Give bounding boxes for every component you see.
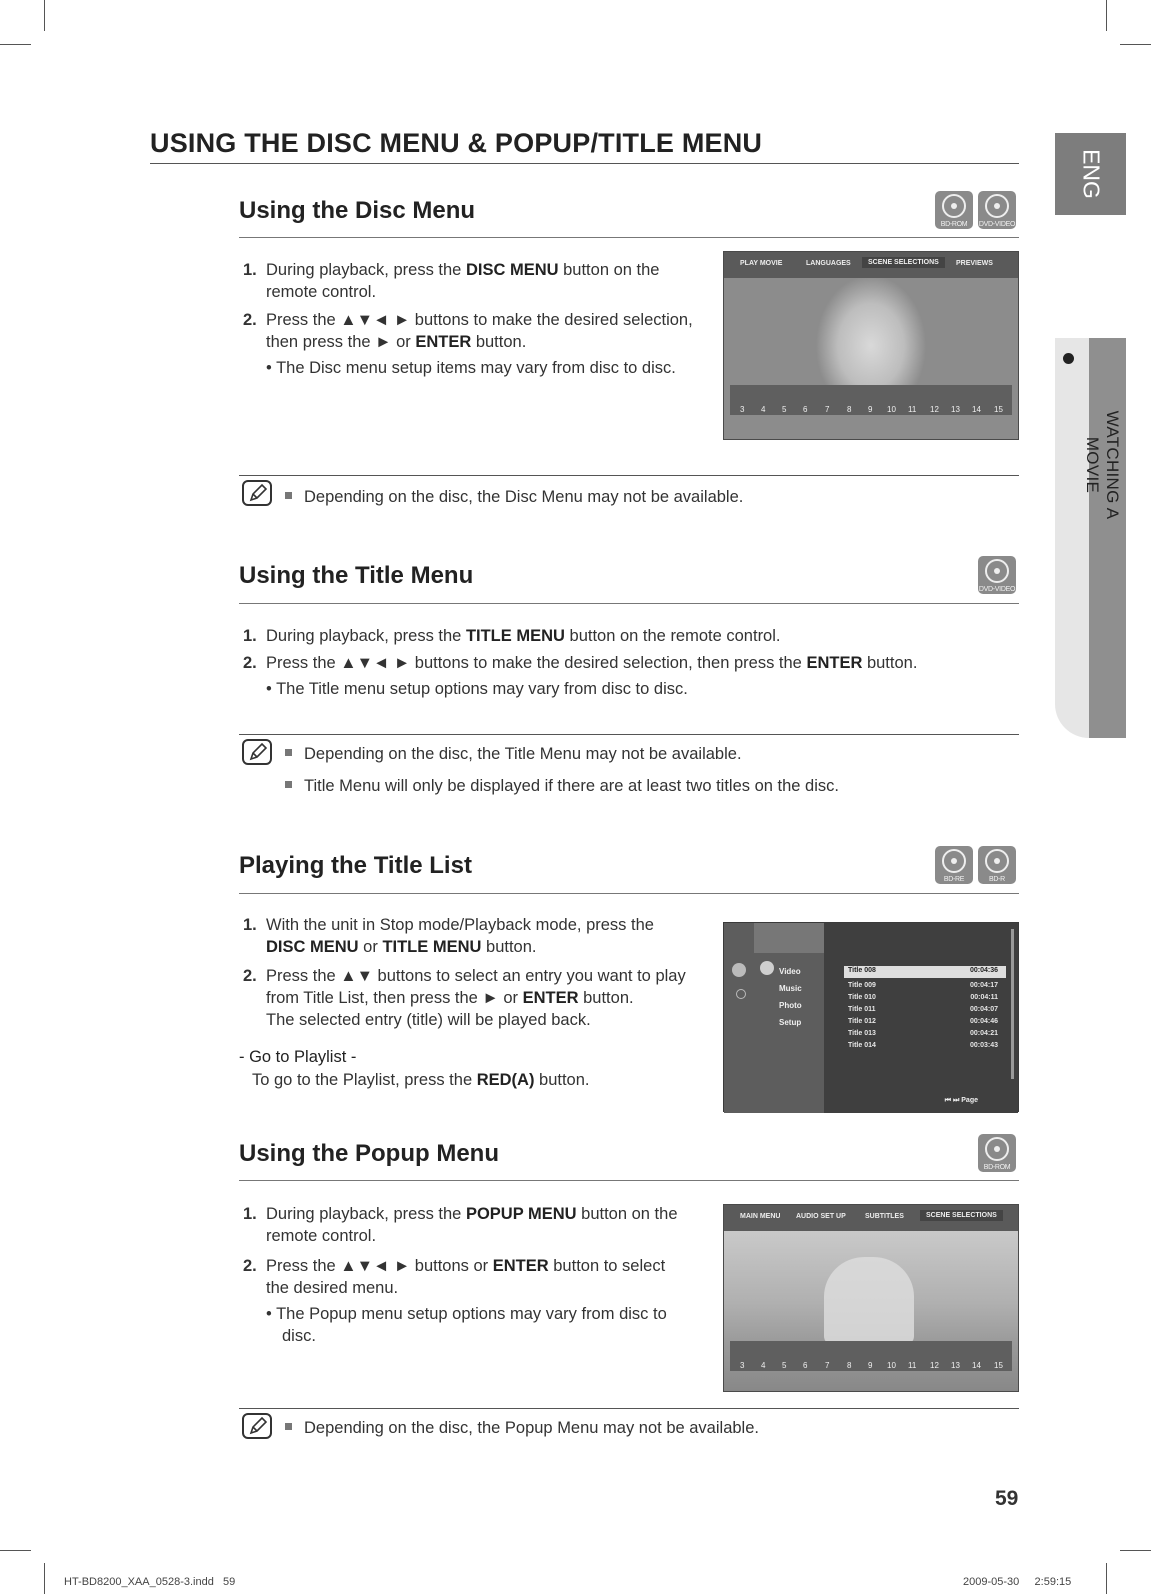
- popup-menu-screenshot: [723, 1204, 1019, 1392]
- badge-label: DVD-VIDEO: [978, 221, 1016, 228]
- keyword: POPUP MENU: [465, 1205, 577, 1223]
- note-text-content: Depending on the disc, the Popup Menu may not be available.: [304, 1419, 759, 1437]
- list-scrollbar: [1011, 929, 1014, 1079]
- step-line: [266, 1257, 665, 1275]
- crop-mark: [44, 1563, 45, 1594]
- step-text: [266, 914, 706, 958]
- title-duration: 00:04:17: [969, 982, 998, 989]
- scene-number: 3: [740, 1361, 745, 1370]
- step-line: Press the ▲▼◄ ► buttons to make the desired selection,: [266, 311, 693, 329]
- title-row: [844, 981, 1006, 993]
- scene-number: 15: [994, 405, 1003, 414]
- screen-menu-item-active: SCENE SELECTIONS: [862, 257, 945, 268]
- film-reel-icon: [760, 961, 774, 975]
- step-number: 2.: [243, 1257, 257, 1275]
- step-text-suffix: button to select: [548, 1257, 666, 1275]
- scene-number: 11: [908, 405, 917, 414]
- scene-number: 4: [761, 405, 766, 414]
- section-divider: [239, 1180, 1019, 1181]
- scene-number: 8: [847, 405, 852, 414]
- globe-icon: [736, 989, 746, 999]
- step-line: then press the ► or ENTER button.: [266, 333, 527, 351]
- square-bullet-icon: [285, 781, 292, 788]
- bd-re-badge-icon: [935, 846, 973, 884]
- step-text: [266, 309, 716, 353]
- keyword: DISC MENU: [266, 938, 359, 956]
- scene-number: 3: [740, 405, 745, 414]
- step-2: [243, 309, 713, 357]
- dvd-video-badge-icon: [978, 556, 1016, 594]
- step-text: button.: [481, 938, 537, 956]
- step-line: During playback, press the DISC MENU button on the: [266, 261, 660, 279]
- screen-menu-item: SUBTITLES: [865, 1213, 904, 1220]
- step-text: [266, 1255, 706, 1299]
- crop-mark: [0, 1550, 31, 1551]
- playlist-text-suffix: button.: [534, 1071, 590, 1089]
- crop-mark: [0, 44, 31, 45]
- step-line: remote control.: [266, 283, 377, 301]
- disc-menu-screenshot: [723, 251, 1019, 440]
- note-divider: [239, 475, 1019, 476]
- step-text-prefix: Press the ▲▼◄ ► buttons to make the desired selection, then press the: [266, 654, 807, 672]
- bullet-note: • The Disc menu setup items may vary from disc to disc.: [266, 359, 676, 377]
- title-duration: 00:04:11: [970, 994, 998, 1001]
- step-number: 2.: [243, 311, 257, 329]
- section-divider: [239, 603, 1019, 604]
- bullet-note: [266, 1303, 706, 1347]
- scene-number: 4: [761, 1361, 766, 1370]
- sidebar-header: [754, 923, 824, 953]
- crop-mark: [1106, 1563, 1107, 1594]
- step-text-suffix: button on the: [576, 1205, 678, 1223]
- note-divider: [239, 734, 1019, 735]
- note-text-content: Depending on the disc, the Disc Menu may not be available.: [304, 488, 744, 506]
- section-divider: [239, 237, 1019, 238]
- step-text: [266, 259, 706, 303]
- scene-number: 10: [887, 1361, 896, 1370]
- bd-rom-badge-icon: [935, 191, 973, 229]
- crop-mark: [1120, 1550, 1151, 1551]
- step-line: [266, 938, 536, 956]
- note-text: [285, 488, 743, 507]
- note-text: [285, 1419, 759, 1438]
- skip-icon: ⏮ ⏭: [944, 1097, 962, 1104]
- step-text: [266, 625, 781, 647]
- keyword: ENTER: [415, 333, 472, 351]
- title-duration: 00:04:07: [969, 1006, 998, 1013]
- step-text: [266, 965, 706, 1031]
- scene-number: 5: [782, 1361, 787, 1370]
- note-pencil-icon: [242, 1413, 272, 1439]
- square-bullet-icon: [285, 492, 292, 499]
- figure-silhouette: [824, 1257, 914, 1345]
- badge-label: BD-RE: [943, 876, 965, 883]
- category-sidebar: [724, 923, 824, 1113]
- note-pencil-icon: [242, 480, 272, 506]
- chapter-dot-icon: [1063, 353, 1074, 364]
- footer-file-name: HT-BD8200_XAA_0528-3.indd 59: [64, 1576, 236, 1588]
- step-line: remote control.: [266, 1227, 377, 1245]
- step-text-suffix: button on the remote control.: [564, 627, 781, 645]
- section-heading-popup-menu: Using the Popup Menu: [239, 1140, 499, 1167]
- crop-mark: [1120, 44, 1151, 45]
- screen-menu-item: AUDIO SET UP: [796, 1213, 846, 1220]
- crop-mark: [44, 0, 45, 31]
- title-name: Title 008: [848, 967, 876, 974]
- step-text: [266, 652, 917, 674]
- scene-number: 5: [782, 405, 787, 414]
- step-number: 1.: [243, 916, 257, 934]
- scene-number: 6: [803, 1361, 808, 1370]
- step-1: [243, 914, 703, 962]
- step-2: [243, 652, 1003, 676]
- note-text-content: Depending on the disc, the Title Menu may not be available.: [304, 745, 742, 763]
- title-row: [844, 1041, 1006, 1053]
- scene-number: 11: [908, 1361, 917, 1370]
- screen-menu-item: LANGUAGES: [806, 260, 851, 267]
- step-text-prefix: During playback, press the: [266, 627, 466, 645]
- step-number: 2.: [243, 654, 257, 672]
- title-duration: 00:04:21: [969, 1030, 998, 1037]
- step-text: or: [358, 938, 383, 956]
- scene-number: 10: [887, 405, 896, 414]
- page-number: 59: [995, 1487, 1019, 1510]
- step-number: 1.: [243, 1205, 257, 1223]
- step-1: [243, 625, 943, 649]
- footer-timestamp: 2009-05-30 2:59:15: [963, 1576, 1072, 1588]
- square-bullet-icon: [285, 1423, 292, 1430]
- keyword: RED(A): [476, 1071, 535, 1089]
- screen-menu-item: PREVIEWS: [956, 260, 993, 267]
- screen-menu-item: MAIN MENU: [740, 1213, 781, 1220]
- step-2: [243, 965, 703, 1035]
- crop-mark: [1106, 0, 1107, 31]
- scene-thumbnail-strip: [730, 385, 1012, 415]
- step-number: 1.: [243, 261, 257, 279]
- step-text-suffix: button.: [862, 654, 918, 672]
- badge-label: DVD-VIDEO: [978, 586, 1016, 593]
- step-text: button.: [578, 989, 634, 1007]
- language-tab: [1055, 133, 1126, 215]
- category-item-photo: Photo: [779, 1001, 802, 1010]
- title-row: [844, 1017, 1006, 1029]
- step-text-prefix: Press the ▲▼◄ ► buttons or: [266, 1257, 493, 1275]
- keyword: ENTER: [522, 989, 579, 1007]
- section-heading-title-list: Playing the Title List: [239, 852, 472, 879]
- scene-number: 8: [847, 1361, 852, 1370]
- keyword: ENTER: [492, 1257, 549, 1275]
- step-line: [266, 989, 634, 1007]
- dvd-video-badge-icon: [978, 191, 1016, 229]
- bd-rom-badge-icon: [978, 1134, 1016, 1172]
- scene-number: 9: [868, 405, 873, 414]
- scene-number: 9: [868, 1361, 873, 1370]
- step-line: With the unit in Stop mode/Playback mode, press the: [266, 916, 654, 934]
- title-name: Title 014: [848, 1042, 876, 1049]
- disc-icon: [732, 963, 746, 977]
- section-heading-title-menu: Using the Title Menu: [239, 562, 474, 589]
- playlist-text-prefix: To go to the Playlist, press the: [252, 1071, 477, 1089]
- bullet-note: • The Title menu setup options may vary from disc to disc.: [266, 680, 688, 698]
- scene-number: 12: [930, 405, 939, 414]
- step-text: from Title List, then press the ► or: [266, 989, 523, 1007]
- note-text-content: Title Menu will only be displayed if there are at least two titles on the disc.: [304, 777, 839, 795]
- step-line: [266, 1205, 678, 1223]
- section-heading-disc-menu: Using the Disc Menu: [239, 197, 476, 224]
- keyword: TITLE MENU: [382, 938, 482, 956]
- title-name: Title 012: [848, 1018, 876, 1025]
- screen-menu-bar: [724, 252, 1018, 278]
- step-2: [243, 1255, 703, 1303]
- title-row-selected: [844, 966, 1006, 978]
- note-text: [285, 745, 742, 764]
- step-line: Press the ▲▼ buttons to select an entry you want to play: [266, 967, 686, 985]
- keyword: ENTER: [806, 654, 863, 672]
- step-number: 2.: [243, 967, 257, 985]
- keyword: DISC MENU: [465, 261, 559, 279]
- step-1: [243, 1203, 703, 1251]
- scene-number: 15: [994, 1361, 1003, 1370]
- step-line: the desired menu.: [266, 1279, 399, 1297]
- square-bullet-icon: [285, 749, 292, 756]
- category-item-video: Video: [779, 967, 801, 976]
- scene-thumbnail-strip: [730, 1341, 1012, 1371]
- title-duration: 00:04:46: [969, 1018, 998, 1025]
- badge-label: BD-ROM: [940, 221, 968, 228]
- step-number: 1.: [243, 627, 257, 645]
- title-row: [844, 1029, 1006, 1041]
- bullet-line: • The Popup menu setup options may vary from disc to: [266, 1305, 667, 1323]
- step-line: The selected entry (title) will be played back.: [266, 1011, 591, 1029]
- title-divider: [150, 163, 1019, 164]
- title-name: Title 013: [848, 1030, 876, 1037]
- title-list-screenshot: [723, 922, 1019, 1112]
- step-1: [243, 259, 703, 307]
- bd-r-badge-icon: [978, 846, 1016, 884]
- playlist-text: [252, 1069, 590, 1091]
- step-text: [266, 1203, 706, 1247]
- title-name: Title 009: [848, 982, 876, 989]
- title-name: Title 010: [848, 994, 876, 1001]
- screen-menu-item-active: SCENE SELECTIONS: [920, 1210, 1003, 1221]
- scene-number: 14: [972, 1361, 981, 1370]
- note-pencil-icon: [242, 739, 272, 765]
- scene-number: 12: [930, 1361, 939, 1370]
- title-row: [844, 993, 1006, 1005]
- step-text-prefix: During playback, press the: [266, 1205, 466, 1223]
- scene-number: 13: [951, 405, 960, 414]
- page-label: Page: [961, 1097, 978, 1104]
- screen-menu-item: PLAY MOVIE: [740, 260, 783, 267]
- page-title: USING THE DISC MENU & POPUP/TITLE MENU: [150, 128, 763, 158]
- badge-label: BD-ROM: [983, 1164, 1011, 1171]
- title-row: [844, 1005, 1006, 1017]
- scene-number: 6: [803, 405, 808, 414]
- scene-number: 7: [825, 405, 830, 414]
- bullet-line: disc.: [282, 1327, 316, 1345]
- category-item-music: Music: [779, 984, 802, 993]
- badge-label: BD-R: [989, 876, 1005, 883]
- language-tab-label: ENG: [1078, 149, 1104, 199]
- scene-number: 14: [972, 405, 981, 414]
- chapter-tab-label: WATCHING A MOVIE: [1083, 410, 1122, 520]
- title-list-panel: [824, 923, 1018, 1113]
- screen-menu-bar: [724, 1205, 1018, 1231]
- playlist-heading: - Go to Playlist -: [239, 1048, 357, 1066]
- title-name: Title 011: [848, 1006, 876, 1013]
- category-item-setup: Setup: [779, 1018, 802, 1027]
- note-divider: [239, 1408, 1019, 1409]
- title-duration: 00:04:36: [969, 967, 998, 974]
- keyword: TITLE MENU: [465, 627, 565, 645]
- title-duration: 00:03:43: [969, 1042, 998, 1049]
- note-text: [285, 777, 839, 796]
- scene-number: 7: [825, 1361, 830, 1370]
- scene-number: 13: [951, 1361, 960, 1370]
- page-navigation: [945, 1097, 978, 1105]
- section-divider: [239, 893, 1019, 894]
